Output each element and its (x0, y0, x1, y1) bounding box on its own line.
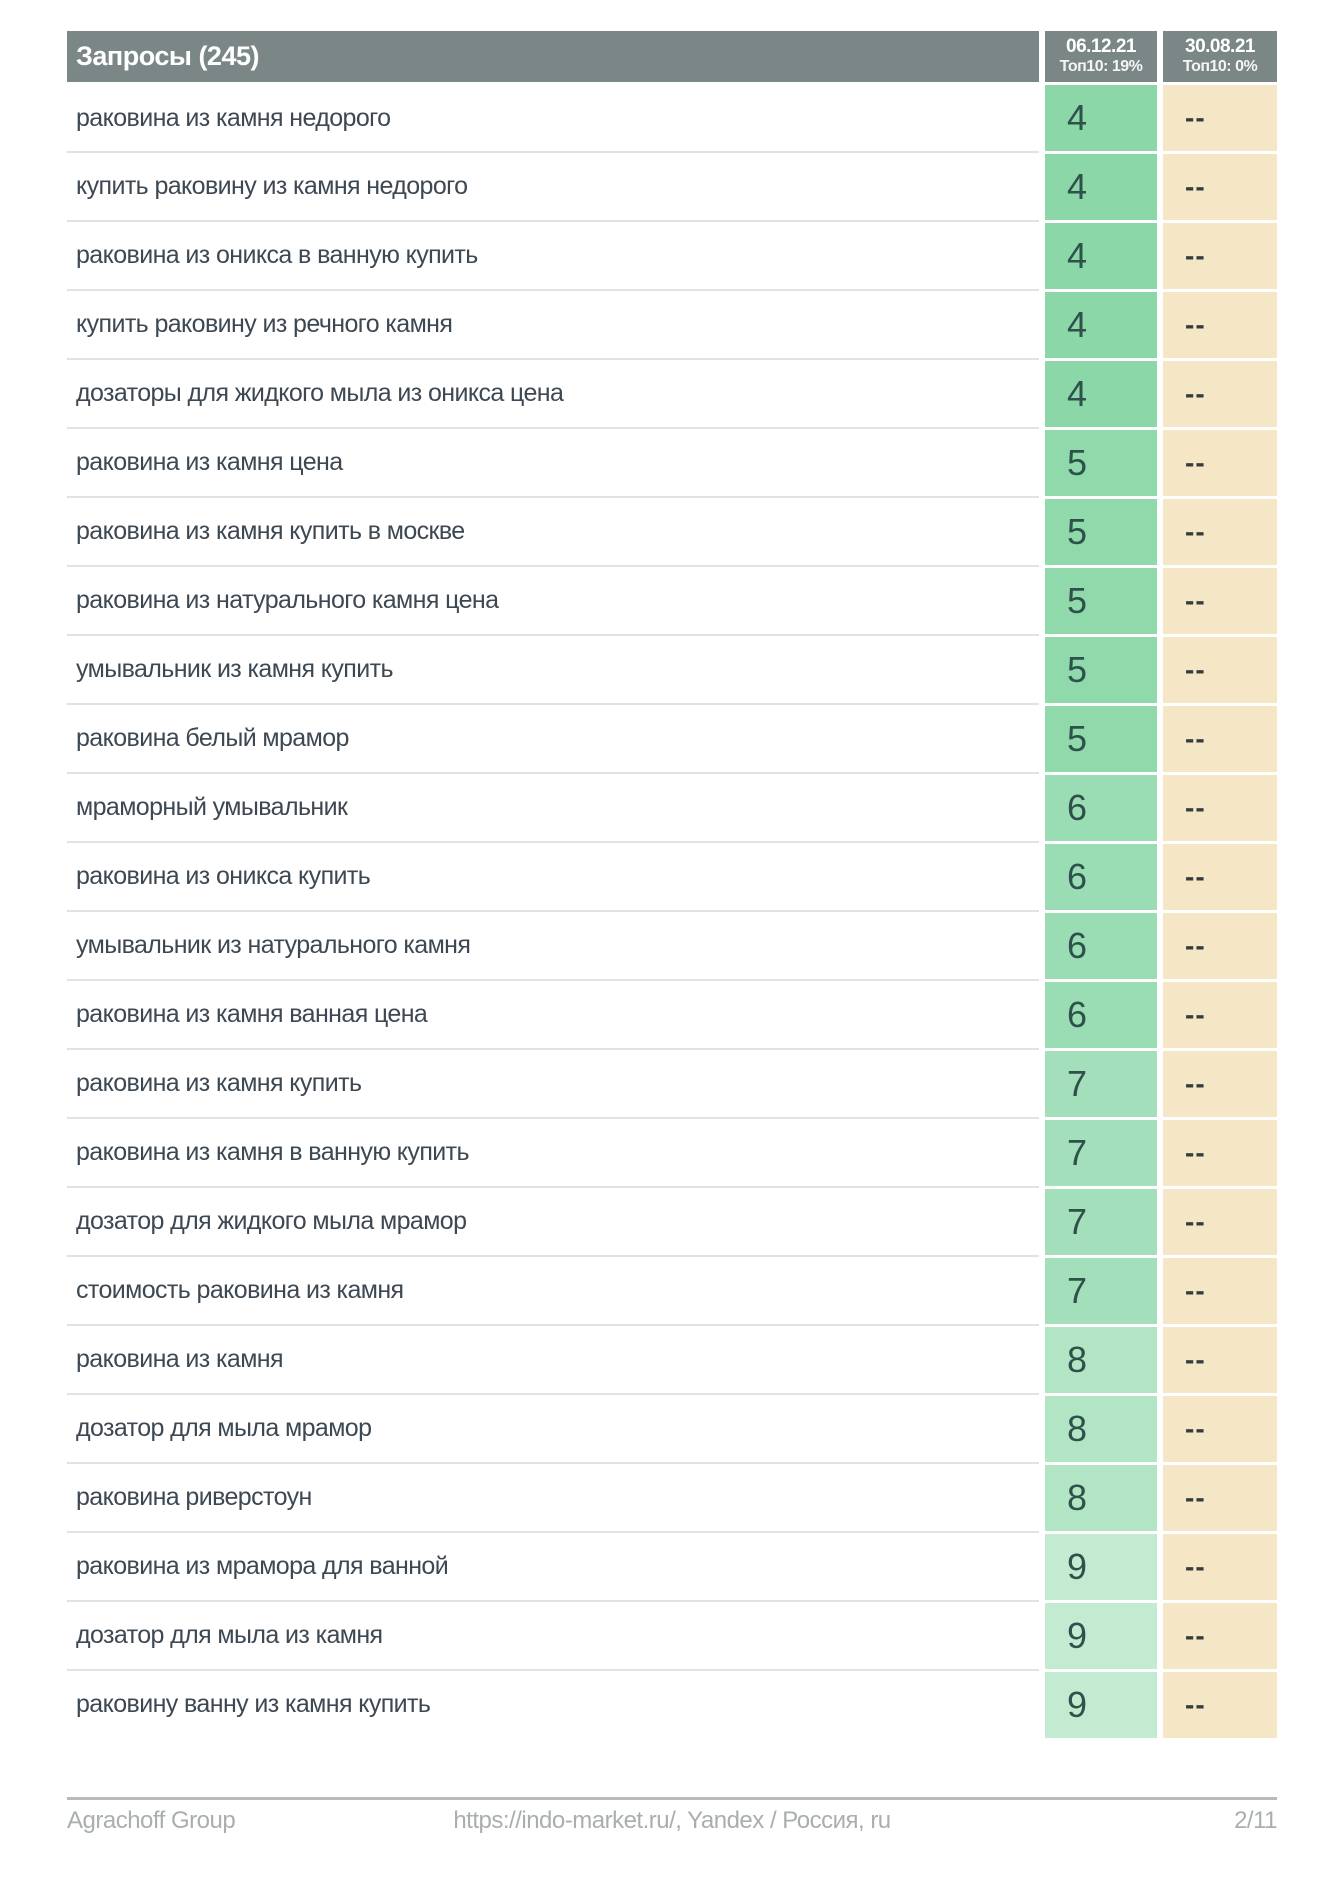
footer-company: Agrachoff Group (67, 1807, 236, 1834)
table-row (67, 1669, 1277, 1738)
position-cell-current: 7 (1045, 1048, 1157, 1117)
table-row (67, 496, 1277, 565)
query-cell: раковина из камня недорого (67, 82, 1039, 151)
query-cell: раковина риверстоун (67, 1462, 1039, 1531)
position-cell-current: 5 (1045, 496, 1157, 565)
position-cell-previous: -- (1163, 220, 1277, 289)
query-cell: раковина из оникса купить (67, 841, 1039, 910)
position-cell-previous: -- (1163, 82, 1277, 151)
position-cell-previous: -- (1163, 910, 1277, 979)
table-row (67, 1393, 1277, 1462)
position-cell-previous: -- (1163, 1393, 1277, 1462)
query-cell: раковина из мрамора для ванной (67, 1531, 1039, 1600)
query-cell: раковину ванну из камня купить (67, 1669, 1039, 1738)
position-cell-current: 5 (1045, 427, 1157, 496)
table-header-row (67, 31, 1277, 82)
query-cell: раковина из натурального камня цена (67, 565, 1039, 634)
position-cell-previous: -- (1163, 496, 1277, 565)
position-cell-current: 4 (1045, 358, 1157, 427)
table-row (67, 1255, 1277, 1324)
column-top10-current: Топ10: 19% (1059, 58, 1143, 76)
query-cell: раковина из камня ванная цена (67, 979, 1039, 1048)
position-cell-current: 5 (1045, 634, 1157, 703)
page-footer (67, 1797, 1277, 1835)
date-column-header-previous (1163, 31, 1277, 82)
position-cell-current: 7 (1045, 1117, 1157, 1186)
position-cell-previous: -- (1163, 289, 1277, 358)
position-cell-current: 6 (1045, 772, 1157, 841)
position-cell-current: 5 (1045, 703, 1157, 772)
table-row (67, 1324, 1277, 1393)
column-date-current: 06.12.21 (1066, 36, 1136, 58)
position-cell-previous: -- (1163, 1669, 1277, 1738)
table-row (67, 1186, 1277, 1255)
query-cell: купить раковину из камня недорого (67, 151, 1039, 220)
footer-project-info: https://indo-market.ru/, Yandex / Россия, ru (453, 1807, 891, 1834)
position-cell-current: 6 (1045, 979, 1157, 1048)
position-cell-previous: -- (1163, 565, 1277, 634)
position-cell-previous: -- (1163, 151, 1277, 220)
queries-table (67, 31, 1277, 1738)
date-column-header-current (1045, 31, 1157, 82)
position-cell-current: 4 (1045, 220, 1157, 289)
position-cell-current: 9 (1045, 1669, 1157, 1738)
position-cell-previous: -- (1163, 358, 1277, 427)
position-cell-current: 4 (1045, 151, 1157, 220)
query-cell: купить раковину из речного камня (67, 289, 1039, 358)
query-cell: раковина из камня купить (67, 1048, 1039, 1117)
table-row (67, 634, 1277, 703)
table-row (67, 220, 1277, 289)
position-cell-previous: -- (1163, 703, 1277, 772)
query-cell: дозатор для мыла мрамор (67, 1393, 1039, 1462)
position-cell-previous: -- (1163, 841, 1277, 910)
position-cell-previous: -- (1163, 1186, 1277, 1255)
position-cell-previous: -- (1163, 1255, 1277, 1324)
position-cell-current: 7 (1045, 1255, 1157, 1324)
position-cell-previous: -- (1163, 1462, 1277, 1531)
position-cell-current: 4 (1045, 82, 1157, 151)
table-row (67, 772, 1277, 841)
column-date-previous: 30.08.21 (1185, 36, 1255, 58)
position-cell-previous: -- (1163, 979, 1277, 1048)
position-cell-previous: -- (1163, 427, 1277, 496)
query-cell: дозатор для мыла из камня (67, 1600, 1039, 1669)
position-cell-current: 8 (1045, 1462, 1157, 1531)
table-row (67, 1600, 1277, 1669)
table-row (67, 1531, 1277, 1600)
query-cell: раковина белый мрамор (67, 703, 1039, 772)
position-cell-current: 7 (1045, 1186, 1157, 1255)
table-row (67, 979, 1277, 1048)
query-cell: умывальник из камня купить (67, 634, 1039, 703)
position-cell-previous: -- (1163, 1324, 1277, 1393)
position-cell-current: 8 (1045, 1324, 1157, 1393)
column-top10-previous: Топ10: 0% (1182, 58, 1258, 76)
position-cell-current: 9 (1045, 1600, 1157, 1669)
position-cell-current: 5 (1045, 565, 1157, 634)
position-cell-previous: -- (1163, 634, 1277, 703)
query-cell: раковина из камня (67, 1324, 1039, 1393)
position-cell-current: 6 (1045, 841, 1157, 910)
position-cell-previous: -- (1163, 1048, 1277, 1117)
query-cell: раковина из камня цена (67, 427, 1039, 496)
table-row (67, 82, 1277, 151)
footer-page-number: 2/11 (1234, 1807, 1277, 1834)
table-row (67, 151, 1277, 220)
table-title: Запросы (245) (76, 41, 259, 71)
table-row (67, 1048, 1277, 1117)
position-cell-previous: -- (1163, 1600, 1277, 1669)
query-cell: дозатор для жидкого мыла мрамор (67, 1186, 1039, 1255)
position-cell-previous: -- (1163, 772, 1277, 841)
table-row (67, 1462, 1277, 1531)
query-cell: стоимость раковина из камня (67, 1255, 1039, 1324)
position-cell-previous: -- (1163, 1117, 1277, 1186)
position-cell-current: 4 (1045, 289, 1157, 358)
table-row (67, 289, 1277, 358)
table-row (67, 841, 1277, 910)
table-row (67, 910, 1277, 979)
query-cell: раковина из камня в ванную купить (67, 1117, 1039, 1186)
query-cell: раковина из оникса в ванную купить (67, 220, 1039, 289)
query-cell: дозаторы для жидкого мыла из оникса цена (67, 358, 1039, 427)
table-body (67, 82, 1277, 1738)
table-row (67, 427, 1277, 496)
position-cell-current: 9 (1045, 1531, 1157, 1600)
position-cell-previous: -- (1163, 1531, 1277, 1600)
table-row (67, 565, 1277, 634)
query-cell: мраморный умывальник (67, 772, 1039, 841)
queries-header-cell (67, 31, 1039, 82)
position-cell-current: 8 (1045, 1393, 1157, 1462)
query-cell: раковина из камня купить в москве (67, 496, 1039, 565)
position-cell-current: 6 (1045, 910, 1157, 979)
table-row (67, 703, 1277, 772)
table-row (67, 358, 1277, 427)
query-cell: умывальник из натурального камня (67, 910, 1039, 979)
table-row (67, 1117, 1277, 1186)
